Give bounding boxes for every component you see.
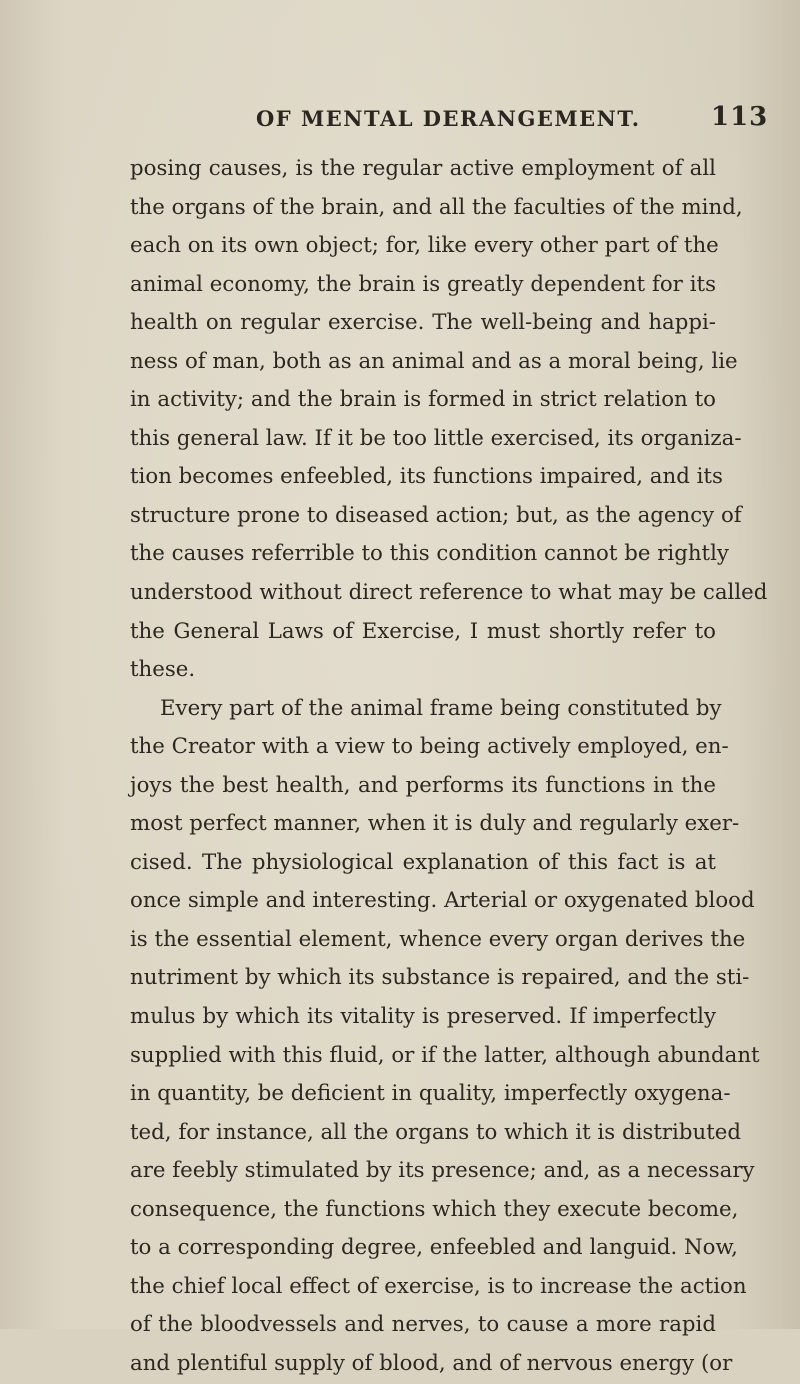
text-line: ness of man, both as an animal and as a moral being, lie [130, 348, 738, 374]
page-number: 113 [711, 102, 769, 132]
text-line: consequence, the functions which they execute become, [130, 1196, 739, 1222]
text-line: ted, for instance, all the organs to which it is distributed [130, 1119, 742, 1145]
text-line: in activity; and the brain is formed in strict relation to [130, 387, 716, 413]
running-head [0, 104, 800, 138]
text-line: understood without direct reference to what may be called [130, 580, 768, 606]
text-line: nutriment by which its substance is repaired, and the sti- [130, 965, 750, 991]
text-line: the causes referrible to this condition cannot be rightly [130, 541, 729, 567]
text-line: the Creator with a view to being actively employed, en- [130, 734, 729, 760]
text-line: in quantity, be deficient in quality, imperfectly oxygena- [130, 1081, 731, 1107]
text-line: tion becomes enfeebled, its functions impaired, and its [130, 464, 723, 490]
text-line: each on its own object; for, like every other part of the [130, 233, 719, 259]
text-line: structure prone to diseased action; but, as the agency of [130, 502, 742, 528]
text-line: this general law. If it be too little exercised, its organiza- [130, 425, 742, 451]
text-line: animal economy, the brain is greatly dependent for its [130, 271, 716, 297]
text-line: health on regular exercise. The well-being and happi- [130, 310, 716, 336]
body-text [130, 150, 768, 1384]
text-line: joys the best health, and performs its functions in the [130, 772, 716, 798]
text-line: these. [130, 657, 196, 683]
text-line: the chief local effect of exercise, is to increase the action [130, 1273, 747, 1299]
text-line: are feebly stimulated by its presence; and, as a necessary [130, 1158, 755, 1184]
text-line: mulus by which its vitality is preserved. If imperfectly [130, 1004, 716, 1030]
text-line: to a corresponding degree, enfeebled and languid. Now, [130, 1235, 738, 1261]
text-line: the organs of the brain, and all the faculties of the mind, [130, 194, 743, 220]
text-line: once simple and interesting. Arterial or oxygenated blood [130, 888, 755, 914]
text-line: most perfect manner, when it is duly and regularly exer- [130, 811, 740, 837]
text-line: and plentiful supply of blood, and of nervous energy (or [130, 1350, 733, 1376]
text-line: cised. The physiological explanation of this fact is at [130, 849, 716, 875]
text-line: the General Laws of Exercise, I must shortly refer to [130, 618, 716, 644]
text-line: of the bloodvessels and nerves, to cause a more rapid [130, 1312, 716, 1338]
text-line: is the essential element, whence every organ derives the [130, 926, 746, 952]
text-line: posing causes, is the regular active employment of all [130, 156, 716, 181]
paragraph-start-line: Every part of the animal frame being constituted by [160, 695, 722, 721]
running-title: OF MENTAL DERANGEMENT. [256, 106, 641, 131]
text-line: supplied with this fluid, or if the latter, although abundant [130, 1042, 760, 1068]
